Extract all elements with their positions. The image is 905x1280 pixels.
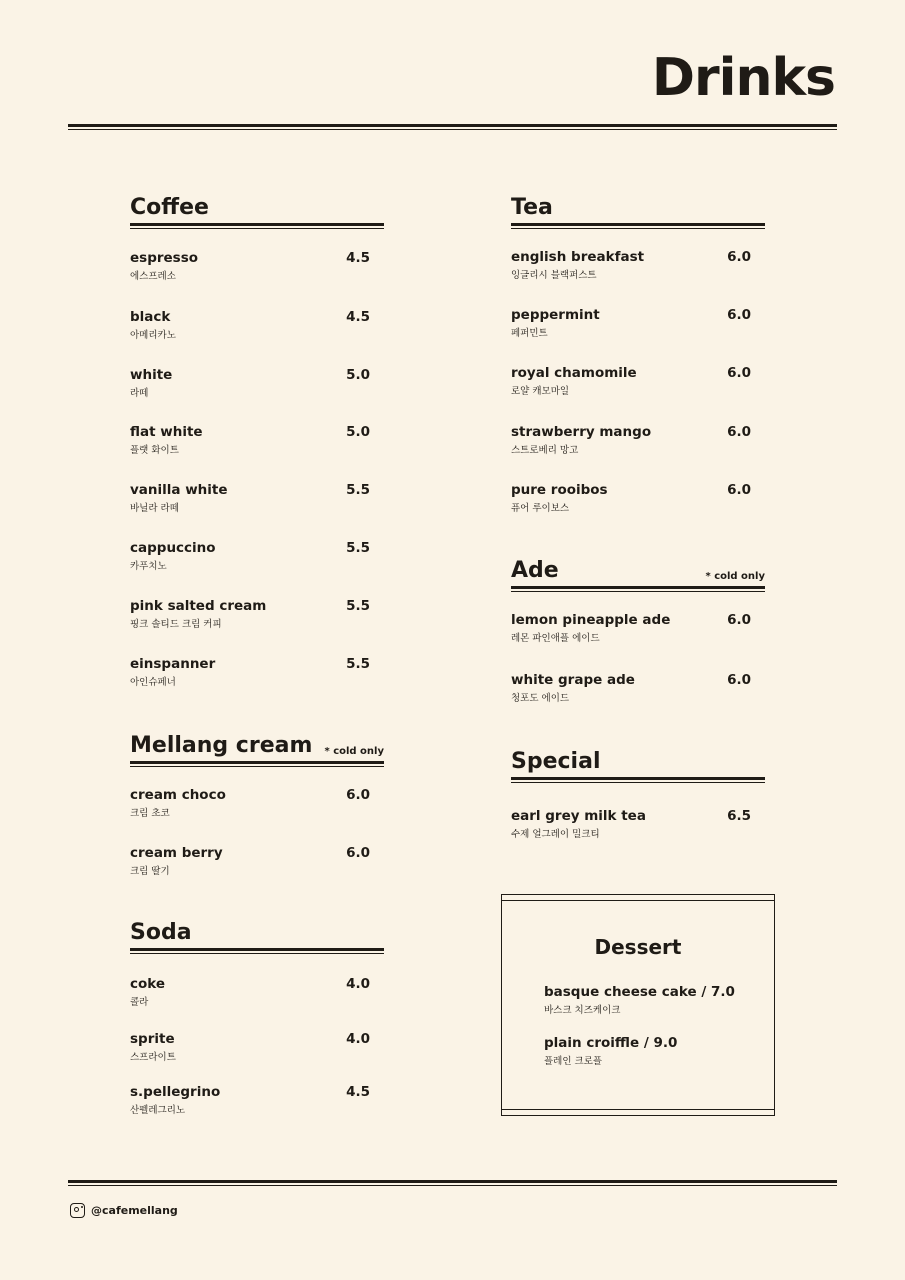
item-name: vanilla white — [130, 482, 228, 498]
item-price: 6.0 — [727, 249, 751, 265]
item-korean-name: 페퍼민트 — [511, 328, 548, 339]
item-price: 4.5 — [346, 1084, 370, 1100]
dessert-box-rule — [502, 900, 774, 901]
item-price: 4.5 — [346, 309, 370, 325]
section-mellang-cream — [130, 729, 384, 767]
item-name: pink salted cream — [130, 598, 267, 614]
menu-item — [511, 367, 765, 397]
item-name: earl grey milk tea — [511, 808, 646, 824]
page-title: Drinks — [651, 48, 835, 108]
item-name: einspanner — [130, 656, 216, 672]
item-korean-name: 플랫 화이트 — [130, 445, 179, 456]
menu-item — [511, 614, 765, 644]
menu-item — [511, 674, 765, 704]
menu-item — [130, 542, 384, 572]
item-name: cappuccino — [130, 540, 216, 556]
menu-item — [130, 484, 384, 514]
section-divider — [130, 948, 384, 954]
menu-item — [130, 252, 384, 282]
item-korean-name: 로얄 캐모마일 — [511, 386, 570, 397]
section-title: Ade — [511, 558, 559, 583]
section-divider — [511, 223, 765, 229]
item-korean-name: 바닐라 라떼 — [130, 503, 179, 514]
menu-item — [511, 251, 765, 281]
item-price: 6.0 — [346, 845, 370, 861]
item-price: 6.0 — [727, 482, 751, 498]
cold-only-note: * cold only — [705, 571, 765, 582]
item-korean-name: 레몬 파인애플 에이드 — [511, 633, 600, 644]
instagram-icon — [70, 1203, 85, 1218]
section-special — [511, 745, 765, 783]
section-title: Tea — [511, 195, 553, 220]
section-divider — [511, 777, 765, 783]
section-soda — [130, 916, 384, 954]
menu-item — [130, 600, 384, 630]
item-name: english breakfast — [511, 249, 645, 265]
item-price: 5.0 — [346, 424, 370, 440]
item-name: black — [130, 309, 171, 325]
item-korean-name: 수제 얼그레이 밀크티 — [511, 829, 600, 840]
menu-item — [130, 1033, 384, 1063]
item-korean-name: 스트로베리 망고 — [511, 445, 579, 456]
item-price: 6.0 — [727, 612, 751, 628]
footer-divider — [68, 1180, 837, 1186]
item-name: flat white — [130, 424, 203, 440]
item-korean-name: 콜라 — [130, 997, 149, 1008]
item-price: 5.5 — [346, 482, 370, 498]
instagram-handle[interactable]: @cafemellang — [91, 1204, 178, 1217]
item-name: cream berry — [130, 845, 223, 861]
item-name: cream choco — [130, 787, 226, 803]
dessert-item-korean-name: 바스크 치즈케이크 — [544, 1004, 621, 1016]
item-price: 5.5 — [346, 656, 370, 672]
dessert-item — [544, 986, 735, 1015]
item-name: white — [130, 367, 173, 383]
item-korean-name: 아메리카노 — [130, 330, 176, 341]
menu-item — [130, 847, 384, 877]
menu-item — [130, 1086, 384, 1116]
item-price: 6.5 — [727, 808, 751, 824]
section-title: Coffee — [130, 195, 209, 220]
item-price: 4.0 — [346, 1031, 370, 1047]
menu-item — [130, 426, 384, 456]
item-price: 5.0 — [346, 367, 370, 383]
menu-item — [511, 309, 765, 339]
dessert-item-name: basque cheese cake / 7.0 — [544, 984, 735, 1000]
section-coffee — [130, 191, 384, 229]
item-name: espresso — [130, 250, 199, 266]
section-ade — [511, 554, 765, 592]
item-korean-name: 크림 딸기 — [130, 866, 170, 877]
menu-item — [130, 369, 384, 399]
item-korean-name: 스프라이트 — [130, 1052, 176, 1063]
dessert-box-rule — [502, 1109, 774, 1110]
section-title: Mellang cream — [130, 733, 313, 758]
item-price: 6.0 — [727, 672, 751, 688]
item-price: 6.0 — [727, 424, 751, 440]
item-name: coke — [130, 976, 166, 992]
menu-item — [130, 658, 384, 688]
menu-item — [511, 426, 765, 456]
item-price: 5.5 — [346, 540, 370, 556]
item-price: 4.5 — [346, 250, 370, 266]
item-korean-name: 라떼 — [130, 388, 149, 399]
item-name: s.pellegrino — [130, 1084, 221, 1100]
item-name: strawberry mango — [511, 424, 652, 440]
item-korean-name: 청포도 에이드 — [511, 693, 570, 704]
item-name: lemon pineapple ade — [511, 612, 671, 628]
item-korean-name: 크림 초코 — [130, 808, 170, 819]
section-title: Special — [511, 749, 601, 774]
item-name: pure rooibos — [511, 482, 608, 498]
section-tea — [511, 191, 765, 229]
menu-item — [511, 484, 765, 514]
item-name: sprite — [130, 1031, 175, 1047]
item-price: 6.0 — [346, 787, 370, 803]
dessert-item — [544, 1037, 677, 1066]
item-korean-name: 아인슈페너 — [130, 677, 176, 688]
menu-item — [130, 978, 384, 1008]
section-divider — [130, 761, 384, 767]
item-korean-name: 잉글리시 블랙퍼스트 — [511, 270, 597, 281]
item-korean-name: 퓨어 루이보스 — [511, 503, 570, 514]
item-name: royal chamomile — [511, 365, 637, 381]
menu-item — [130, 789, 384, 819]
dessert-item-name: plain croiffle / 9.0 — [544, 1035, 678, 1051]
section-divider — [511, 586, 765, 592]
section-title: Soda — [130, 920, 192, 945]
header-divider — [68, 124, 837, 130]
item-korean-name: 에스프레소 — [130, 271, 176, 282]
item-price: 6.0 — [727, 307, 751, 323]
menu-item — [130, 311, 384, 341]
dessert-item-korean-name: 플레인 크로플 — [544, 1055, 603, 1067]
item-name: white grape ade — [511, 672, 635, 688]
item-korean-name: 핑크 솔티드 크림 커피 — [130, 619, 222, 630]
item-korean-name: 산펠레그리노 — [130, 1105, 186, 1116]
item-price: 6.0 — [727, 365, 751, 381]
item-price: 5.5 — [346, 598, 370, 614]
dessert-box — [501, 894, 775, 1116]
cold-only-note: * cold only — [324, 746, 384, 757]
item-price: 4.0 — [346, 976, 370, 992]
item-korean-name: 카푸치노 — [130, 561, 167, 572]
dessert-title: Dessert — [594, 935, 682, 959]
footer — [70, 1203, 178, 1218]
menu-item — [511, 810, 765, 840]
item-name: peppermint — [511, 307, 600, 323]
section-divider — [130, 223, 384, 229]
